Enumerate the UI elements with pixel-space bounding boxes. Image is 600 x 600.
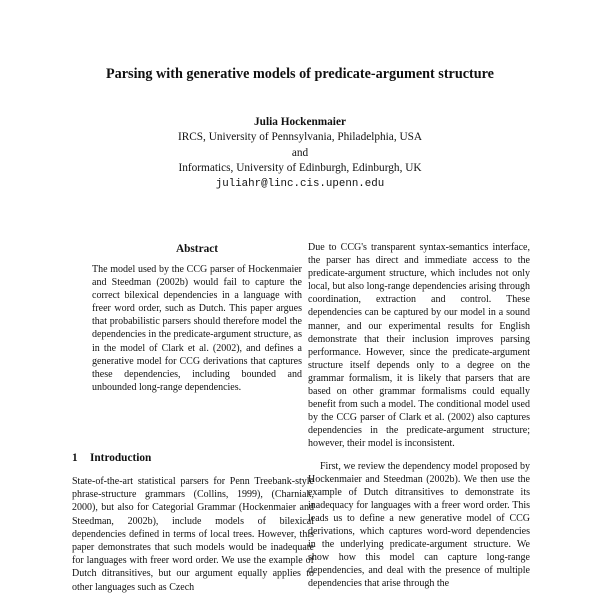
- section-title: Introduction: [90, 452, 152, 464]
- abstract-heading: Abstract: [175, 243, 219, 255]
- section-heading-introduction: [72, 451, 312, 465]
- section-number: 1: [72, 452, 78, 464]
- abstract-text: The model used by the CCG parser of Hockenmaier and Steedman (2002b) would fail to capture the correct bilexical dependencies in a language with freer word order, such as Dutch. This paper argues that probabilistic parsers should therefore model the dependencies in the predicate-argument structure, as in the model of Clark et al. (2002), and defines a generative model for CCG derivations that captures these dependencies, including bounded and unbounded long-range dependencies.: [92, 264, 302, 393]
- affiliation-edinburgh: Informatics, University of Edinburgh, Edinburgh, UK: [178, 162, 422, 175]
- author-email: juliahr@linc.cis.upenn.edu: [215, 177, 385, 190]
- right-paragraph-2: First, we review the dependency model proposed by Hockenmaier and Steedman (2002b). We then use the example of Dutch ditransitives to demonstrate its inadequacy for languages with a freer word order. This leads us to define a new generative model of CCG derivations, which captures word-word dependencies in the underlying predicate-argument structure. We show how this model can capture long-range dependencies, and deal with the presence of multiple dependencies that arise through the: [308, 460, 530, 590]
- paper-title: Parsing with generative models of predicate-argument structure: [106, 66, 494, 82]
- right-column: [308, 241, 530, 599]
- author-name: Julia Hockenmaier: [254, 116, 346, 128]
- affiliation-penn: IRCS, University of Pennsylvania, Philadelphia, USA: [177, 131, 423, 144]
- introduction-text: State-of-the-art statistical parsers for Penn Treebank-style phrase-structure grammars (Collins, 1999), (Charniak, 2000), but also for Categorial Grammar (Hockenmaier and Steedman, 2002b), include models of bilexical dependencies defined in terms of local trees. However, this paper demonstrates that such models would be inadequate for languages with freer word order. We use the example of Dutch ditransitives, but our argument equally applies to other languages such as Czech: [72, 476, 314, 593]
- affiliation-conjunction: and: [291, 146, 309, 159]
- author-block: [0, 115, 600, 192]
- right-paragraph-1: Due to CCG's transparent syntax-semantics interface, the parser has direct and immediate access to the predicate-argument structure, which includes not only local, but also long-range dependencies arising through coordination, extraction and control. These dependencies can be captured by our model in a sound manner, and our experimental results for English demonstrate that their inclusion improves parsing performance. However, since the predicate-argument structure itself depends only to a degree on the grammar formalism, it is likely that parsers that are based on other grammar formalisms could equally benefit from such a model. The conditional model used by the CCG parser of Clark et al. (2002) also captures dependencies in the predicate-argument structure; however, their model is inconsistent.: [308, 242, 530, 450]
